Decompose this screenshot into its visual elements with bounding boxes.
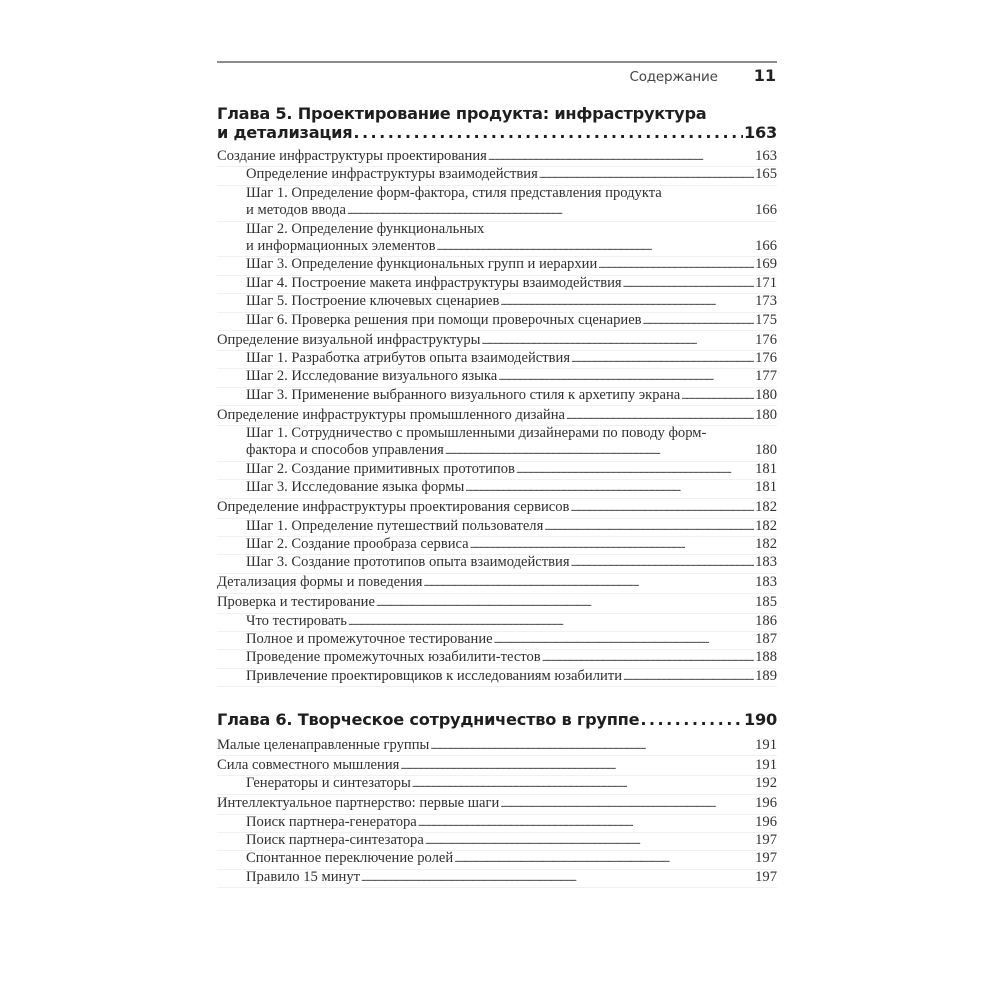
dot-leader: [544, 519, 754, 536]
chapter-page-number: 190: [743, 710, 777, 729]
dot-leader: [539, 167, 754, 184]
entry-leader-line: [246, 814, 777, 832]
entry-title: Шаг 1. Разработка атрибутов опыта взаимодействия: [246, 349, 571, 366]
dot-leader: [570, 500, 754, 517]
dot-leader: [516, 462, 754, 479]
dot-leader: [347, 203, 754, 220]
entry-leader-line: [246, 312, 777, 330]
entry-title: Определение инфраструктуры промышленного дизайна: [217, 406, 565, 423]
toc-subsection-entry[interactable]: [217, 668, 777, 686]
entry-title: Полное и промежуточное тестирование: [246, 631, 493, 648]
chapter-title-leader-line: [217, 123, 777, 142]
toc-subsection-entry[interactable]: [217, 814, 777, 832]
entry-leader-line: [246, 613, 777, 631]
entry-page-number: 182: [755, 535, 777, 552]
entry-title: и информационных элементов: [246, 238, 436, 254]
entry-leader-line: [246, 631, 777, 649]
entry-page-number: 176: [755, 349, 777, 366]
entry-page-number: 188: [755, 649, 777, 666]
toc-subsection-entry[interactable]: [217, 479, 777, 497]
entry-leader-line: [246, 850, 777, 868]
entry-title: Шаг 3. Определение функциональных групп и иерархии: [246, 256, 598, 273]
entry-title: Шаг 3. Применение выбранного визуального стиля к архетипу экрана: [246, 386, 681, 403]
entry-title: Определение инфраструктуры взаимодействия: [246, 166, 538, 183]
dot-leader: [412, 776, 754, 793]
dot-leader: [430, 738, 754, 755]
chapter-heading[interactable]: [217, 104, 777, 142]
toc-subsection-entry[interactable]: [217, 221, 777, 257]
entry-title: Детализация формы и поведения: [217, 574, 423, 591]
dot-leader: [488, 149, 754, 166]
dot-leader: [643, 313, 755, 330]
dot-leader: [445, 443, 754, 460]
entry-title: Определение визуальной инфраструктуры: [217, 331, 481, 348]
entry-page-number: 196: [755, 813, 777, 830]
entry-title: Шаг 5. Построение ключевых сценариев: [246, 293, 500, 310]
entry-title: Генераторы и синтезаторы: [246, 775, 411, 792]
entry-leader-line: [246, 350, 777, 368]
entry-title: Шаг 2. Исследование визуального языка: [246, 368, 498, 385]
entry-title: и методов ввода: [246, 202, 346, 219]
entry-leader-line: [217, 737, 777, 755]
entry-title: Шаг 2. Создание прообраза сервиса: [246, 535, 469, 552]
chapter-title-leader-line: [217, 710, 777, 729]
toc-subsection-entry[interactable]: [217, 613, 777, 631]
entry-leader-line: [246, 275, 777, 293]
dot-leader: [454, 851, 754, 868]
chapter-title-line: Глава 6. Творческое сотрудничество в группе: [217, 710, 640, 729]
entry-title: Что тестировать: [246, 612, 347, 629]
entry-leader-line: [246, 775, 777, 793]
chapter-page-number: 163: [743, 123, 777, 142]
entry-title: фактора и способов управления: [246, 442, 444, 459]
dot-leader: [571, 351, 754, 368]
entry-leader-line: [246, 536, 777, 554]
toc-subsection-entry[interactable]: [217, 649, 777, 667]
dot-leader: [542, 650, 754, 667]
running-head: [629, 66, 776, 86]
faint-separator: [217, 686, 777, 687]
toc-section-entry[interactable]: [217, 148, 777, 166]
entry-page-number: 166: [755, 202, 777, 219]
entry-page-number: 191: [755, 737, 777, 753]
entry-leader-line: [246, 387, 777, 405]
entry-leader-line: [246, 518, 777, 536]
entry-title: Правило 15 минут: [246, 868, 361, 885]
entry-page-number: 192: [755, 775, 777, 792]
entry-title: Создание инфраструктуры проектирования: [217, 148, 487, 164]
dot-leader: [348, 614, 754, 631]
dot-leader: [436, 239, 754, 256]
toc-subsection-entry[interactable]: [217, 536, 777, 554]
toc-section-entry[interactable]: [217, 757, 777, 775]
entry-title: Интеллектуальное партнерство: первые шаги: [217, 795, 500, 812]
entry-page-number: 191: [755, 756, 777, 773]
entry-leader-line: [246, 202, 777, 220]
toc-subsection-entry[interactable]: [217, 312, 777, 330]
dot-leader: [598, 257, 754, 274]
toc-subsection-entry[interactable]: [217, 554, 777, 572]
toc-subsection-entry[interactable]: [217, 350, 777, 368]
entry-leader-line: [217, 757, 777, 775]
toc-subsection-entry[interactable]: [217, 775, 777, 793]
entry-leader-line: [217, 574, 777, 592]
entry-leader-line: [246, 668, 777, 686]
entry-title: Шаг 4. Построение макета инфраструктуры взаимодействия: [246, 274, 622, 291]
toc-subsection-entry[interactable]: [217, 461, 777, 479]
toc-subsection-entry[interactable]: [217, 869, 777, 887]
toc-subsection-entry[interactable]: [217, 518, 777, 536]
toc-subsection-entry[interactable]: [217, 275, 777, 293]
entry-page-number: 180: [755, 386, 777, 403]
entry-leader-line: [246, 554, 777, 572]
dot-leader: [400, 758, 754, 775]
entry-title: Шаг 6. Проверка решения при помощи проверочных сценариев: [246, 311, 642, 328]
toc-subsection-entry[interactable]: [217, 631, 777, 649]
running-head-title: Содержание: [629, 69, 718, 85]
chapter-heading[interactable]: [217, 710, 777, 729]
entry-page-number: 197: [755, 868, 777, 885]
entry-page-number: 196: [755, 795, 777, 812]
header-rule: [217, 61, 777, 63]
dot-leader: [425, 833, 754, 850]
entry-leader-line: [246, 368, 777, 386]
dot-leader: [376, 595, 754, 612]
entry-leader-line: [246, 238, 777, 256]
entry-page-number: 181: [755, 479, 777, 496]
entry-leader-line: [217, 332, 777, 350]
entry-page-number: 163: [755, 148, 777, 164]
entry-title: Привлечение проектировщиков к исследованиям юзабилити: [246, 667, 623, 684]
dot-leader: [470, 537, 754, 554]
entry-page-number: 169: [755, 256, 777, 273]
entry-page-number: 173: [755, 293, 777, 310]
entry-page-number: 182: [755, 517, 777, 534]
page-number: 11: [753, 66, 776, 85]
dot-leader: [681, 388, 754, 405]
entry-page-number: 182: [755, 499, 777, 516]
toc-subsection-entry[interactable]: [217, 387, 777, 405]
entry-leader-line: [246, 479, 777, 497]
entry-title-line: Шаг 1. Сотрудничество с промышленными дизайнерами по поводу форм-: [246, 425, 707, 442]
dot-leader: [361, 870, 754, 887]
entry-page-number: 166: [755, 238, 777, 254]
entry-leader-line: [246, 166, 777, 184]
entry-page-number: 171: [755, 274, 777, 291]
entry-page-number: 197: [755, 850, 777, 867]
chapter-title-line: и детализация: [217, 123, 353, 142]
entry-page-number: 165: [755, 166, 777, 183]
entry-title: Шаг 3. Исследование языка формы: [246, 479, 465, 496]
toc-subsection-entry[interactable]: [217, 832, 777, 850]
entry-title-line: Шаг 1. Определение форм-фактора, стиля представления продукта: [246, 184, 662, 201]
dot-leader: [500, 294, 754, 311]
entry-page-number: 183: [755, 554, 777, 571]
entry-title: Поиск партнера-генератора: [246, 813, 417, 830]
entry-page-number: 176: [755, 331, 777, 348]
entry-title: Поиск партнера-синтезатора: [246, 832, 424, 849]
entry-page-number: 187: [755, 631, 777, 648]
toc-subsection-entry[interactable]: [217, 166, 777, 184]
entry-leader-line: [246, 832, 777, 850]
dot-leader: [353, 123, 743, 142]
entry-leader-line: [217, 148, 777, 166]
chapter-6-entries: [217, 737, 777, 887]
toc-subsection-entry[interactable]: [217, 368, 777, 386]
toc-page: [217, 0, 776, 1000]
entry-leader-line: [246, 442, 777, 460]
toc-section-entry[interactable]: [217, 499, 777, 517]
entry-leader-line: [217, 499, 777, 517]
entry-title: Спонтанное переключение ролей: [246, 850, 454, 867]
entry-title: Определение инфраструктуры проектирования сервисов: [217, 499, 570, 516]
entry-title: Шаг 2. Создание примитивных прототипов: [246, 460, 515, 477]
entry-leader-line: [217, 594, 777, 612]
dot-leader: [571, 555, 755, 572]
entry-page-number: 180: [755, 406, 777, 423]
toc-section-entry[interactable]: [217, 737, 777, 755]
entry-page-number: 186: [755, 612, 777, 629]
entry-leader-line: [246, 256, 777, 274]
toc-section-entry[interactable]: [217, 407, 777, 425]
entry-title: Проведение промежуточных юзабилити-тестов: [246, 649, 541, 666]
toc-section-entry[interactable]: [217, 795, 777, 813]
entry-leader-line: [246, 649, 777, 667]
entry-leader-line: [246, 293, 777, 311]
entry-page-number: 183: [755, 574, 777, 591]
chapter-5-entries: [217, 148, 777, 686]
toc-section-entry[interactable]: [217, 574, 777, 592]
dot-leader: [640, 710, 743, 729]
dot-leader: [418, 815, 754, 832]
entry-leader-line: [217, 407, 777, 425]
faint-separator: [217, 887, 777, 888]
entry-title: Шаг 1. Определение путешествий пользователя: [246, 517, 544, 534]
dot-leader: [424, 575, 755, 592]
entry-page-number: 181: [755, 460, 777, 477]
toc-subsection-entry[interactable]: [217, 185, 777, 221]
entry-title: Шаг 3. Создание прототипов опыта взаимодействия: [246, 554, 570, 571]
entry-page-number: 185: [755, 594, 777, 611]
entry-title-line: Шаг 2. Определение функциональных: [246, 220, 485, 237]
toc-section-entry[interactable]: [217, 594, 777, 612]
entry-page-number: 189: [755, 667, 777, 684]
entry-page-number: 180: [755, 442, 777, 459]
entry-leader-line: [217, 795, 777, 813]
dot-leader: [623, 276, 755, 293]
toc-subsection-entry[interactable]: [217, 425, 777, 461]
toc-section-entry[interactable]: [217, 332, 777, 350]
entry-leader-line: [246, 869, 777, 887]
entry-title: Малые целенаправленные группы: [217, 737, 430, 753]
toc-subsection-entry[interactable]: [217, 850, 777, 868]
entry-leader-line: [246, 461, 777, 479]
dot-leader: [498, 369, 754, 386]
dot-leader: [500, 796, 754, 813]
dot-leader: [494, 632, 754, 649]
dot-leader: [566, 408, 754, 425]
entry-page-number: 175: [755, 311, 777, 328]
entry-title: Сила совместного мышления: [217, 756, 400, 773]
dot-leader: [465, 480, 754, 497]
dot-leader: [623, 669, 754, 686]
entry-page-number: 197: [755, 832, 777, 849]
toc-subsection-entry[interactable]: [217, 293, 777, 311]
toc-subsection-entry[interactable]: [217, 256, 777, 274]
entry-title: Проверка и тестирование: [217, 594, 375, 611]
entry-page-number: 177: [755, 368, 777, 385]
chapter-title-line: Глава 5. Проектирование продукта: инфраструктура: [217, 104, 707, 123]
dot-leader: [481, 333, 754, 350]
